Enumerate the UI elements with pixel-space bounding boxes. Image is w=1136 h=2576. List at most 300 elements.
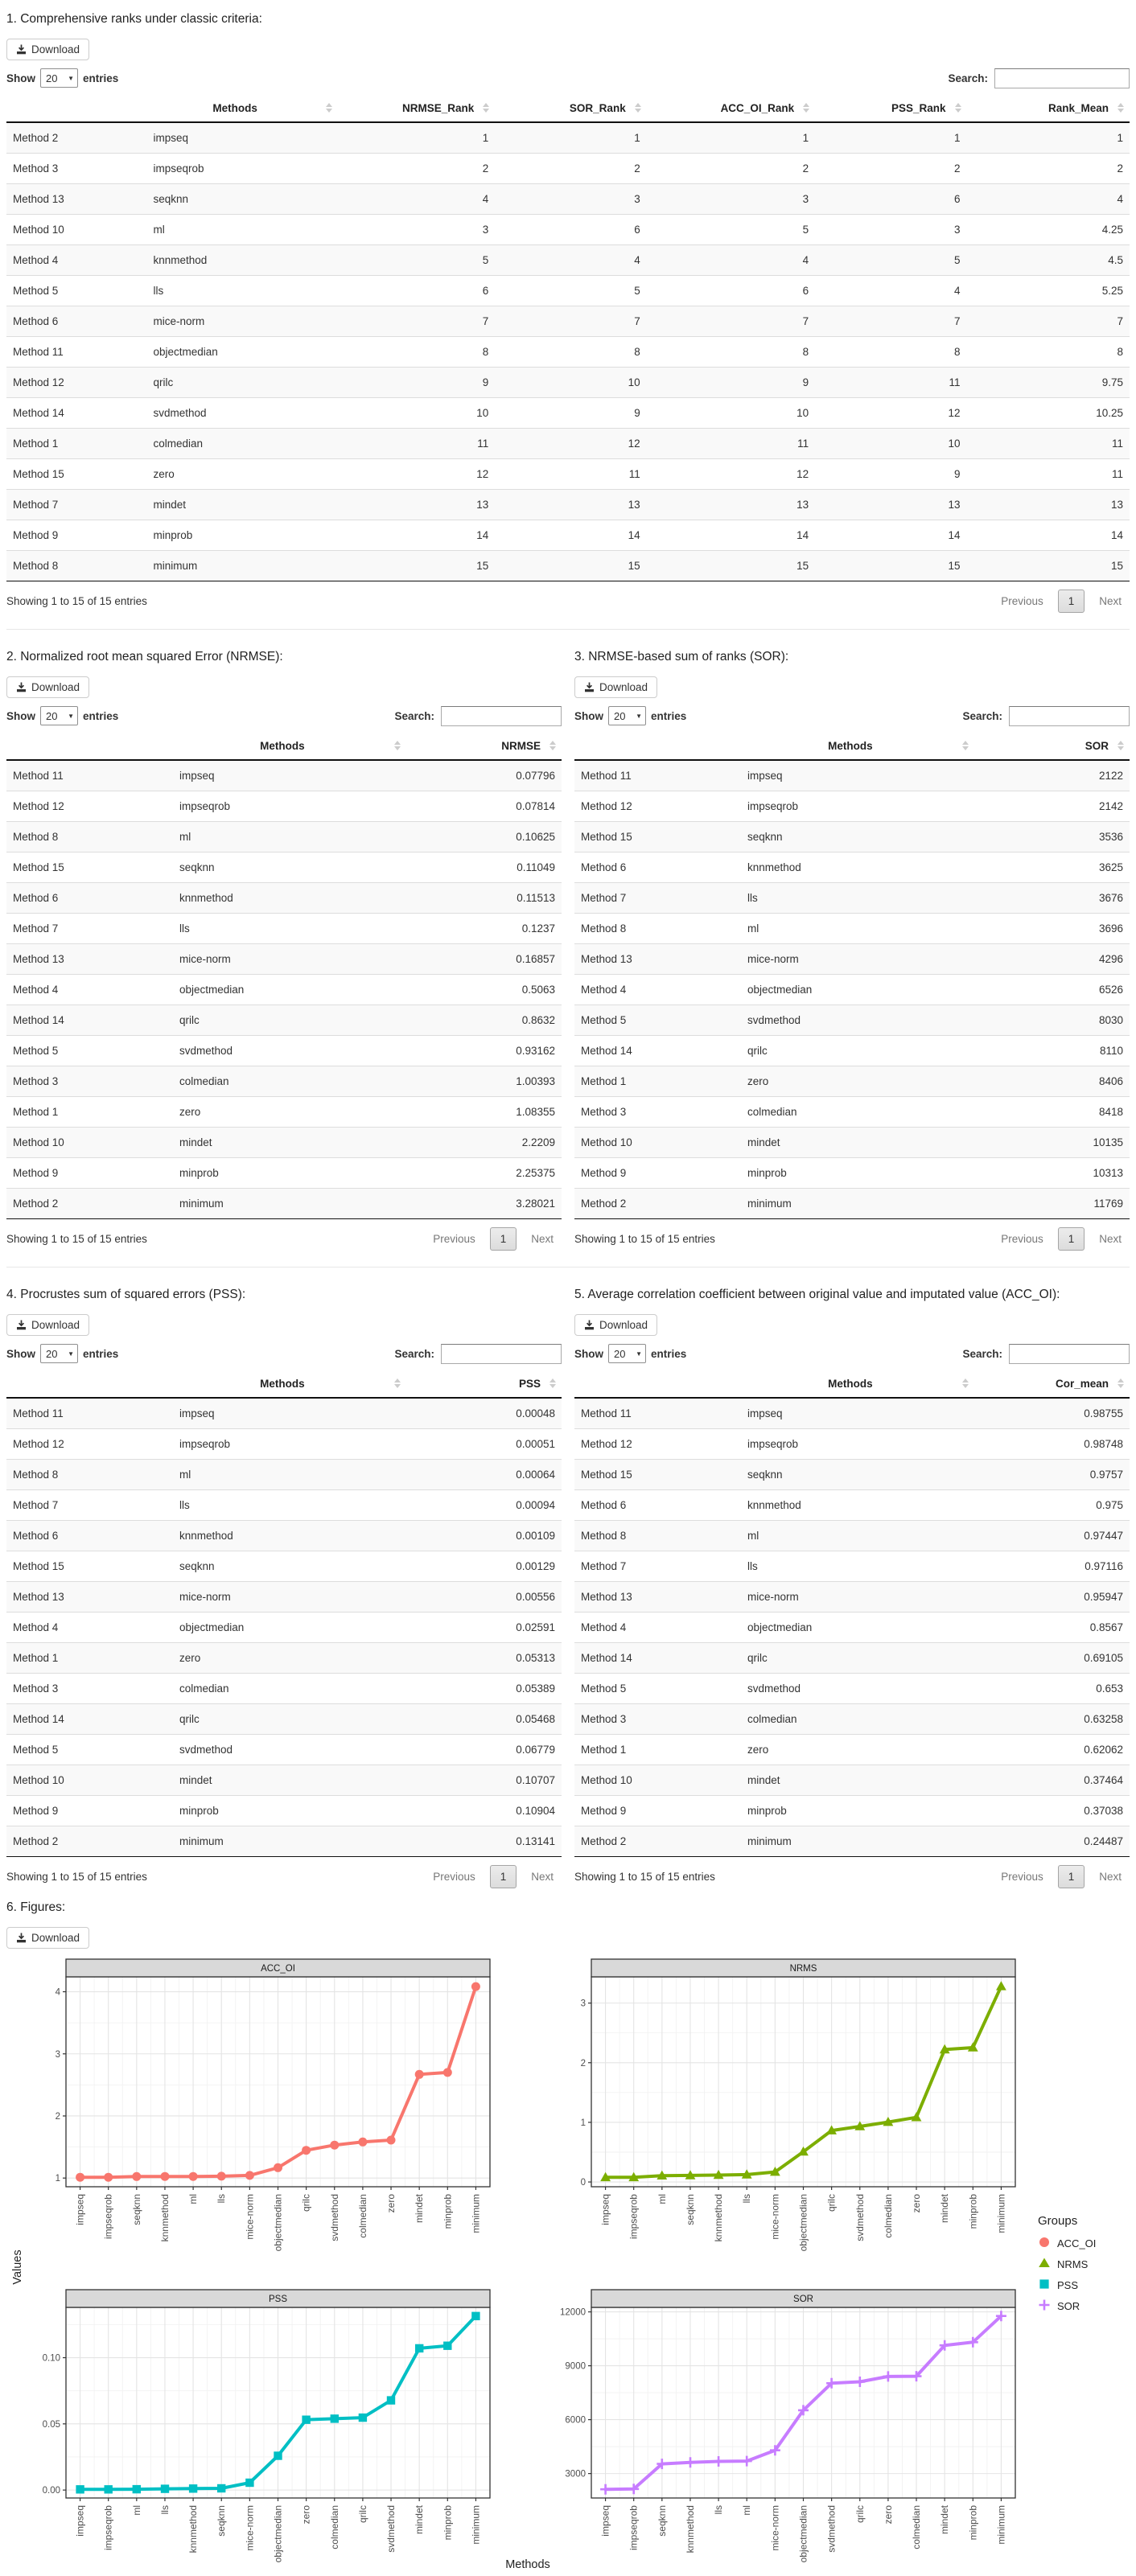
row-label: Method 12 [6,791,173,821]
value-cell: 8 [338,336,495,367]
download-label: Download [599,680,648,693]
svg-text:lls: lls [216,2193,228,2204]
download-button[interactable] [6,39,89,60]
table-row [6,1795,562,1826]
show-label: Show [6,72,35,84]
sort-icon [962,1378,969,1388]
method-name: colmedian [173,1066,406,1096]
column-header-pss_rank[interactable] [815,95,966,122]
row-label: Method 2 [6,1188,173,1218]
column-header-acc_oi_rank[interactable] [647,95,815,122]
method-name: mindet [173,1765,406,1795]
show-label: Show [574,1347,603,1360]
pagination-previous[interactable]: Previous [1001,1870,1043,1883]
pagination-previous[interactable]: Previous [1001,1232,1043,1245]
column-label: Methods [828,739,873,752]
svg-text:9000: 9000 [565,2361,586,2372]
pagination-next[interactable]: Next [531,1232,554,1245]
search-input[interactable] [441,1344,562,1364]
pagination-next[interactable]: Next [1099,1232,1122,1245]
svg-text:ml: ml [130,2504,142,2516]
pagination-previous[interactable]: Previous [433,1232,475,1245]
download-button[interactable] [6,1927,89,1949]
method-name: seqknn [741,1459,974,1489]
svg-text:objectmedian: objectmedian [797,2193,809,2252]
table-header-row [6,95,1130,122]
method-name: ml [741,1520,974,1551]
method-name: impseqrob [741,791,974,821]
page-size-select[interactable] [608,706,646,725]
table-row [574,1673,1130,1703]
row-label: Method 6 [574,1489,741,1520]
value-cell: 13 [647,489,815,520]
table-row [6,214,1130,244]
method-name: lls [173,1489,406,1520]
value-cell: 1 [495,122,646,154]
method-name: minprob [173,1795,406,1826]
column-header-rank_mean[interactable] [967,95,1130,122]
table-row [6,913,562,943]
svg-text:0.00: 0.00 [42,2485,60,2496]
column-header-methods[interactable] [173,733,406,760]
pagination-page-1[interactable]: 1 [490,1227,517,1251]
pagination-previous[interactable]: Previous [1001,594,1043,607]
row-label: Method 11 [574,1398,741,1429]
download-icon [584,1320,595,1330]
column-header-sor_rank[interactable] [495,95,646,122]
row-label: Method 3 [6,153,147,183]
value-cell: 0.06779 [406,1734,562,1765]
table-row [6,1398,562,1429]
value-cell: 3 [338,214,495,244]
row-label: Method 13 [6,183,147,214]
value-cell: 0.07814 [406,791,562,821]
table-header-row [574,733,1130,760]
value-cell: 1 [338,122,495,154]
value-cell: 0.10625 [406,821,562,852]
method-name: impseq [741,1398,974,1429]
table-row [6,1157,562,1188]
table-row [574,1703,1130,1734]
value-cell: 4 [495,244,646,275]
row-label: Method 5 [6,1035,173,1066]
svg-text:zero: zero [385,2193,397,2213]
column-header-blank [6,733,173,760]
value-cell: 7 [338,306,495,336]
sort-icon [635,103,641,113]
method-name: svdmethod [147,397,338,428]
row-label: Method 1 [574,1734,741,1765]
row-label: Method 11 [6,336,147,367]
svg-text:qrilc: qrilc [356,2504,368,2523]
value-cell: 0.653 [974,1673,1130,1703]
svg-text:knnmethod: knnmethod [158,2193,171,2242]
table-row [6,1428,562,1459]
value-cell: 0.8567 [974,1612,1130,1642]
value-cell: 5 [815,244,966,275]
value-cell: 0.93162 [406,1035,562,1066]
row-label: Method 9 [574,1157,741,1188]
svg-text:objectmedian: objectmedian [272,2504,284,2563]
column-label: Rank_Mean [1048,101,1109,114]
value-cell: 12 [815,397,966,428]
method-name: mindet [741,1127,974,1157]
page-size-select[interactable] [40,706,78,725]
method-name: minprob [741,1157,974,1188]
table-row [6,458,1130,489]
method-name: qrilc [173,1703,406,1734]
table-row [574,821,1130,852]
value-cell: 0.24487 [974,1826,1130,1856]
row-label: Method 15 [6,852,173,882]
svg-text:knnmethod: knnmethod [684,2504,696,2553]
value-cell: 7 [815,306,966,336]
download-label: Download [31,1931,80,1944]
download-icon [584,682,595,692]
method-name: knnmethod [147,244,338,275]
download-button[interactable] [6,1314,89,1336]
svg-text:PSS: PSS [268,2294,288,2304]
row-label: Method 2 [6,1826,173,1856]
svg-text:minimum: minimum [995,2193,1007,2233]
pagination-page-1[interactable]: 1 [1058,1227,1085,1251]
value-cell: 11 [647,428,815,458]
page-size-select[interactable] [40,1344,78,1363]
page-length-control [6,68,118,88]
column-label: SOR [1085,739,1109,752]
pagination-page-1[interactable]: 1 [1058,590,1085,613]
page-size-value: 20 [46,1347,58,1360]
chart-legend [1027,1958,1130,2576]
svg-text:minprob: minprob [967,2193,979,2229]
method-name: impseqrob [741,1428,974,1459]
sort-icon [549,741,556,750]
value-cell: 6 [495,214,646,244]
svg-text:lls: lls [713,2504,725,2515]
column-header-methods[interactable] [147,95,338,122]
page-size-select[interactable] [40,68,78,88]
column-header-pss[interactable] [406,1370,562,1398]
method-name: zero [741,1066,974,1096]
method-name: impseqrob [173,791,406,821]
method-name: mindet [741,1765,974,1795]
row-label: Method 13 [574,1581,741,1612]
search-input[interactable] [1009,1344,1130,1364]
row-label: Method 13 [574,943,741,974]
row-label: Method 5 [6,275,147,306]
section-pss [6,1282,562,1888]
value-cell: 11769 [974,1188,1130,1218]
value-cell: 3625 [974,852,1130,882]
table-row [6,1066,562,1096]
column-label: NRMSE [501,739,541,752]
column-header-nrmse[interactable] [406,733,562,760]
table-row [6,1581,562,1612]
chevron-down-icon: ▼ [636,1350,642,1358]
row-label: Method 1 [6,1642,173,1673]
show-label: Show [6,1347,35,1360]
table-row [6,183,1130,214]
column-label: SOR_Rank [569,101,626,114]
download-button[interactable] [574,1314,657,1336]
svg-text:minprob: minprob [442,2193,454,2229]
svg-text:seqknn: seqknn [684,2193,696,2225]
value-cell: 1 [967,122,1130,154]
value-cell: 0.69105 [974,1642,1130,1673]
method-name: minprob [173,1157,406,1188]
pagination-page-1[interactable]: 1 [1058,1865,1085,1888]
row-label: Method 8 [6,550,147,581]
value-cell: 0.97447 [974,1520,1130,1551]
search-input[interactable] [994,68,1130,88]
svg-text:svdmethod: svdmethod [328,2193,340,2241]
value-cell: 8 [967,336,1130,367]
page-size-select[interactable] [608,1344,646,1363]
svg-text:qrilc: qrilc [300,2193,312,2212]
table-row [574,1398,1130,1429]
value-cell: 0.975 [974,1489,1130,1520]
table-row [6,760,562,791]
value-cell: 8 [815,336,966,367]
legend-item-ACC_OI [1038,2236,1130,2251]
svg-text:mindet: mindet [414,2504,426,2534]
x-axis-title: Methods [505,2558,550,2571]
value-cell: 1.08355 [406,1096,562,1127]
table-row [574,1520,1130,1551]
column-header-nrmse_rank[interactable] [338,95,495,122]
legend-title: Groups [1038,2214,1078,2229]
method-name: objectmedian [741,1612,974,1642]
chart-ACC_OI [29,1958,501,2286]
page-length-control [574,706,686,725]
value-cell: 14 [647,520,815,550]
row-label: Method 15 [574,1459,741,1489]
method-name: impseqrob [147,153,338,183]
cor-mean-table [574,1370,1130,1857]
value-cell: 7 [967,306,1130,336]
table-info: Showing 1 to 15 of 15 entries [574,1870,715,1883]
chart-PSS [29,2289,501,2576]
value-cell: 13 [967,489,1130,520]
search-label: Search: [948,72,988,84]
pagination-page-1[interactable]: 1 [490,1865,517,1888]
row-label: Method 14 [6,397,147,428]
table-row [574,1459,1130,1489]
show-label: Show [6,709,35,722]
svg-text:svdmethod: svdmethod [385,2504,397,2553]
search-label: Search: [394,1347,434,1360]
method-name: mindet [173,1127,406,1157]
row-label: Method 4 [6,244,147,275]
column-header-blank [6,95,147,122]
row-label: Method 12 [6,1428,173,1459]
value-cell: 3676 [974,882,1130,913]
download-icon [16,44,27,55]
row-label: Method 10 [574,1127,741,1157]
svg-text:minimum: minimum [995,2504,1007,2545]
value-cell: 2 [495,153,646,183]
row-label: Method 3 [6,1066,173,1096]
show-label: Show [574,709,603,722]
download-icon [16,1320,27,1330]
page-size-value: 20 [614,1347,626,1360]
row-label: Method 1 [6,1096,173,1127]
row-label: Method 4 [574,1612,741,1642]
row-label: Method 7 [6,489,147,520]
row-label: Method 12 [574,791,741,821]
value-cell: 0.00094 [406,1489,562,1520]
method-name: impseq [741,760,974,791]
svg-text:ml: ml [741,2504,753,2516]
chevron-down-icon: ▼ [68,74,74,82]
sort-icon [1117,741,1124,750]
method-name: knnmethod [741,1489,974,1520]
row-label: Method 14 [6,1005,173,1035]
svg-text:mice-norm: mice-norm [769,2504,781,2551]
column-label: Methods [260,1377,305,1390]
value-cell: 2 [647,153,815,183]
value-cell: 0.62062 [974,1734,1130,1765]
table-row [574,1096,1130,1127]
table-row [6,1826,562,1856]
column-label: ACC_OI_Rank [720,101,795,114]
method-name: mindet [147,489,338,520]
value-cell: 11 [815,367,966,397]
row-label: Method 5 [574,1005,741,1035]
value-cell: 13 [495,489,646,520]
row-label: Method 9 [6,1157,173,1188]
download-button[interactable] [6,676,89,698]
value-cell: 2.25375 [406,1157,562,1188]
row-label: Method 6 [574,852,741,882]
svg-text:impseqrob: impseqrob [628,2193,640,2239]
value-cell: 0.11513 [406,882,562,913]
table-row [6,520,1130,550]
figure-panel [6,1958,1130,2576]
table-row [574,974,1130,1005]
row-label: Method 10 [574,1765,741,1795]
page-size-value: 20 [46,72,58,84]
page-length-control [6,1344,118,1363]
search-input[interactable] [1009,706,1130,726]
sort-icon [1117,103,1124,113]
column-label: PSS [518,1377,541,1390]
row-label: Method 5 [574,1673,741,1703]
column-header-methods[interactable] [741,733,974,760]
section-title: 1. Comprehensive ranks under classic criteria: [6,12,262,26]
svg-text:3000: 3000 [565,2469,586,2479]
row-label: Method 4 [574,974,741,1005]
table-row [6,1096,562,1127]
table-row [574,913,1130,943]
search-input[interactable] [441,706,562,726]
value-cell: 0.00051 [406,1428,562,1459]
row-label: Method 6 [6,306,147,336]
row-label: Method 2 [6,122,147,154]
svg-text:0: 0 [580,2177,586,2188]
row-label: Method 8 [574,1520,741,1551]
row-label: Method 2 [574,1188,741,1218]
pagination-previous[interactable]: Previous [433,1870,475,1883]
row-label: Method 3 [574,1096,741,1127]
column-header-methods[interactable] [741,1370,974,1398]
value-cell: 2122 [974,760,1130,791]
sor-table [574,733,1130,1219]
value-cell: 0.9757 [974,1459,1130,1489]
value-cell: 10 [495,367,646,397]
table-row [574,1581,1130,1612]
svg-text:mindet: mindet [414,2193,426,2223]
method-name: impseqrob [173,1428,406,1459]
entries-label: entries [83,1347,119,1360]
method-name: lls [741,1551,974,1581]
table-row [6,1673,562,1703]
legend-marker-icon [1038,2236,1051,2251]
legend-item-NRMS [1038,2257,1130,2272]
entries-label: entries [651,1347,687,1360]
pagination-next[interactable]: Next [1099,1870,1122,1883]
value-cell: 10313 [974,1157,1130,1188]
method-name: minimum [173,1826,406,1856]
sort-icon [394,1378,401,1388]
method-name: zero [741,1734,974,1765]
value-cell: 0.00556 [406,1581,562,1612]
method-name: minimum [147,550,338,581]
row-label: Method 6 [6,1520,173,1551]
table-row [574,943,1130,974]
svg-text:qrilc: qrilc [825,2193,838,2212]
value-cell: 0.11049 [406,852,562,882]
download-icon [16,1933,27,1943]
search-control [394,1344,562,1364]
column-header-sor[interactable] [974,733,1130,760]
value-cell: 0.00129 [406,1551,562,1581]
pagination-next[interactable]: Next [531,1870,554,1883]
table-row [574,1612,1130,1642]
method-name: ml [147,214,338,244]
row-label: Method 7 [574,1551,741,1581]
value-cell: 2.2209 [406,1127,562,1157]
svg-text:knnmethod: knnmethod [187,2504,200,2553]
section-title: 6. Figures: [6,1900,66,1914]
chevron-down-icon: ▼ [636,712,642,720]
pagination-next[interactable]: Next [1099,594,1122,607]
value-cell: 11 [338,428,495,458]
y-axis-title: Values [11,2249,24,2285]
value-cell: 8110 [974,1035,1130,1066]
method-name: knnmethod [741,852,974,882]
value-cell: 15 [338,550,495,581]
table-row [574,1127,1130,1157]
method-name: zero [173,1642,406,1673]
page-size-value: 20 [46,709,58,722]
column-header-methods[interactable] [173,1370,406,1398]
value-cell: 1.00393 [406,1066,562,1096]
column-header-cor_mean[interactable] [974,1370,1130,1398]
entries-label: entries [651,709,687,722]
table-row [6,153,1130,183]
svg-text:impseqrob: impseqrob [102,2193,114,2239]
table-row [574,1428,1130,1459]
pagination [993,590,1130,613]
row-label: Method 8 [6,821,173,852]
download-button[interactable] [574,676,657,698]
method-name: knnmethod [173,882,406,913]
value-cell: 5 [495,275,646,306]
table-info: Showing 1 to 15 of 15 entries [574,1232,715,1245]
value-cell: 4 [338,183,495,214]
svg-text:12000: 12000 [560,2307,586,2318]
